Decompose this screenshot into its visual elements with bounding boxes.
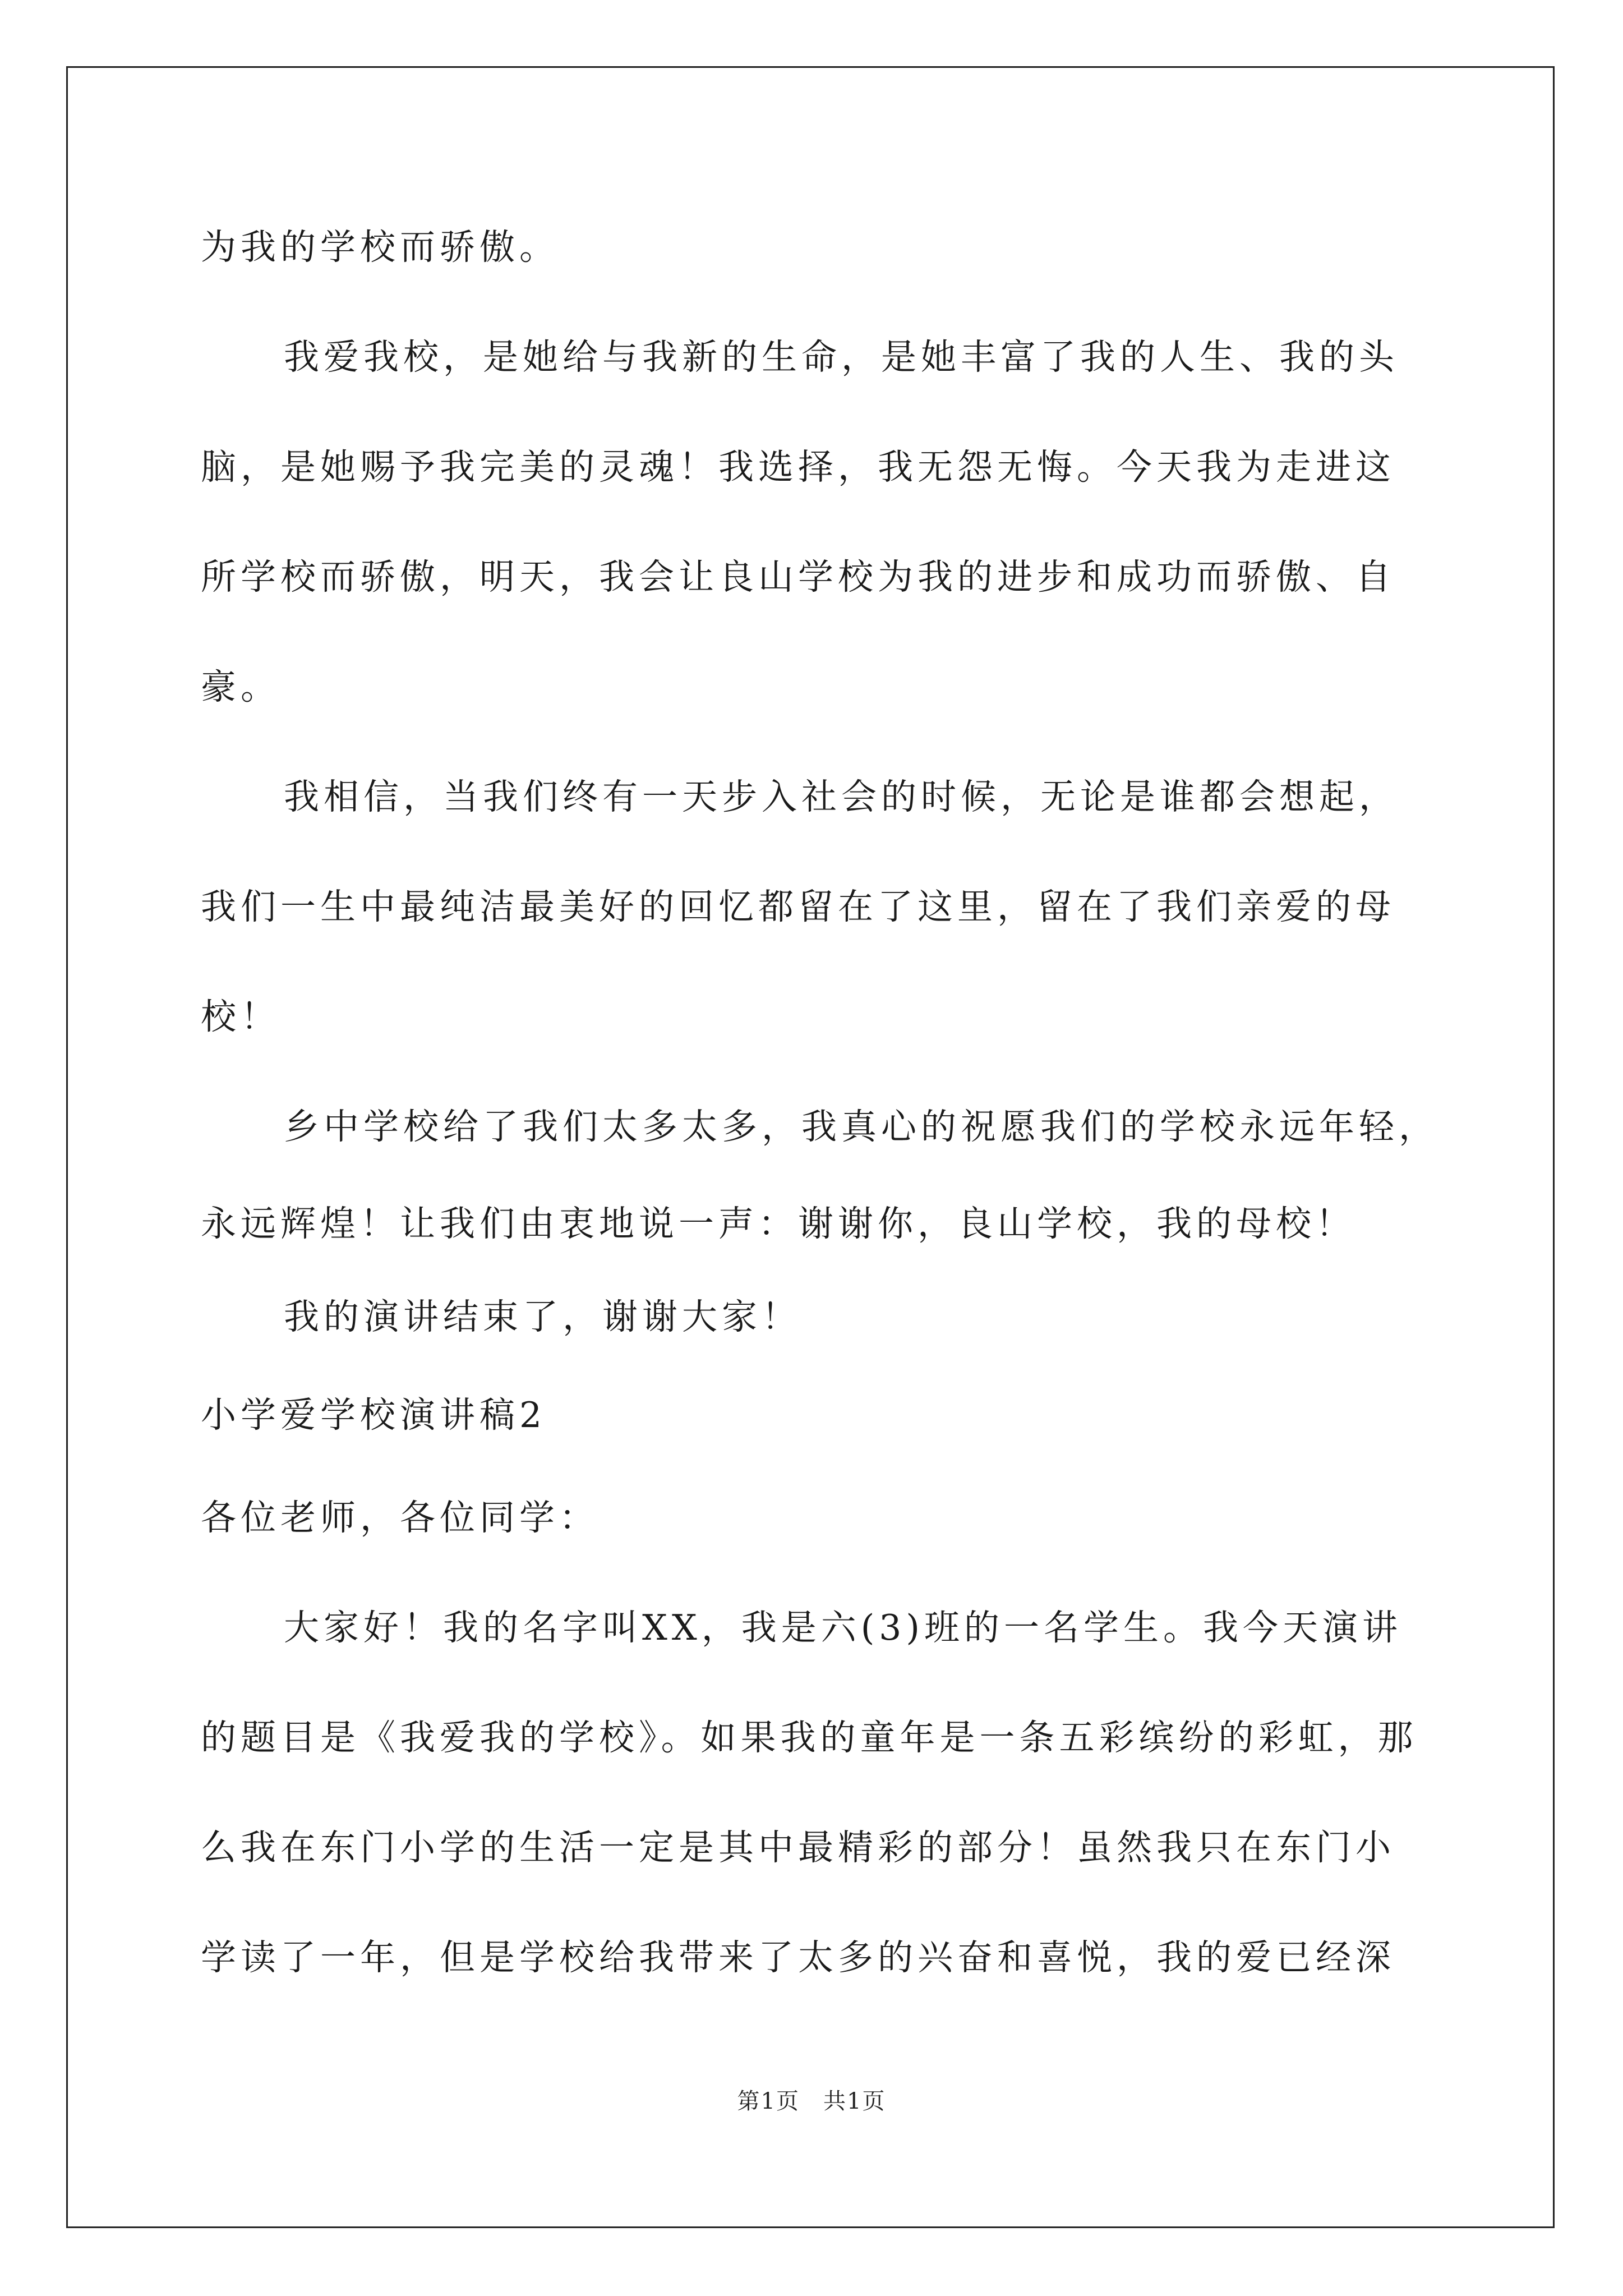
text-line: 我们一生中最纯洁最美好的回忆都留在了这里，留在了我们亲爱的母: [201, 886, 1395, 927]
paragraph-line: 大家好！我的名字叫XX，我是六(3)班的一名学生。我今天演讲: [284, 1607, 1402, 1648]
paragraph-line: 我的演讲结束了，谢谢大家！: [284, 1296, 801, 1337]
text-line: 永远辉煌！让我们由衷地说一声：谢谢你，良山学校，我的母校！: [201, 1203, 1355, 1244]
text-line: 所学校而骄傲，明天，我会让良山学校为我的进步和成功而骄傲、自: [201, 556, 1395, 597]
text-line: 校！: [201, 996, 280, 1037]
text-line: 么我在东门小学的生活一定是其中最精彩的部分！虽然我只在东门小: [201, 1827, 1395, 1868]
page-border: [66, 66, 1555, 2228]
section-heading: 小学爱学校演讲稿2: [201, 1395, 547, 1435]
text-line: 豪。: [201, 666, 280, 707]
paragraph-line: 我相信，当我们终有一天步入社会的时候，无论是谁都会想起，: [284, 776, 1399, 817]
text-line: 学读了一年，但是学校给我带来了太多的兴奋和喜悦，我的爱已经深: [201, 1937, 1395, 1978]
text-line: 脑，是她赐予我完美的灵魂！我选择，我无怨无悔。今天我为走进这: [201, 447, 1395, 487]
paragraph-line: 乡中学校给了我们太多太多，我真心的祝愿我们的学校永远年轻，: [284, 1106, 1438, 1147]
text-line: 为我的学校而骄傲。: [201, 227, 559, 268]
text-line: 的题目是《我爱我的学校》。如果我的童年是一条五彩缤纷的彩虹，那: [201, 1717, 1418, 1758]
paragraph-line: 我爱我校，是她给与我新的生命，是她丰富了我的人生、我的头: [284, 337, 1399, 378]
salutation-line: 各位老师，各位同学：: [201, 1497, 599, 1538]
page-footer: 第1页 共1页: [737, 2088, 886, 2114]
